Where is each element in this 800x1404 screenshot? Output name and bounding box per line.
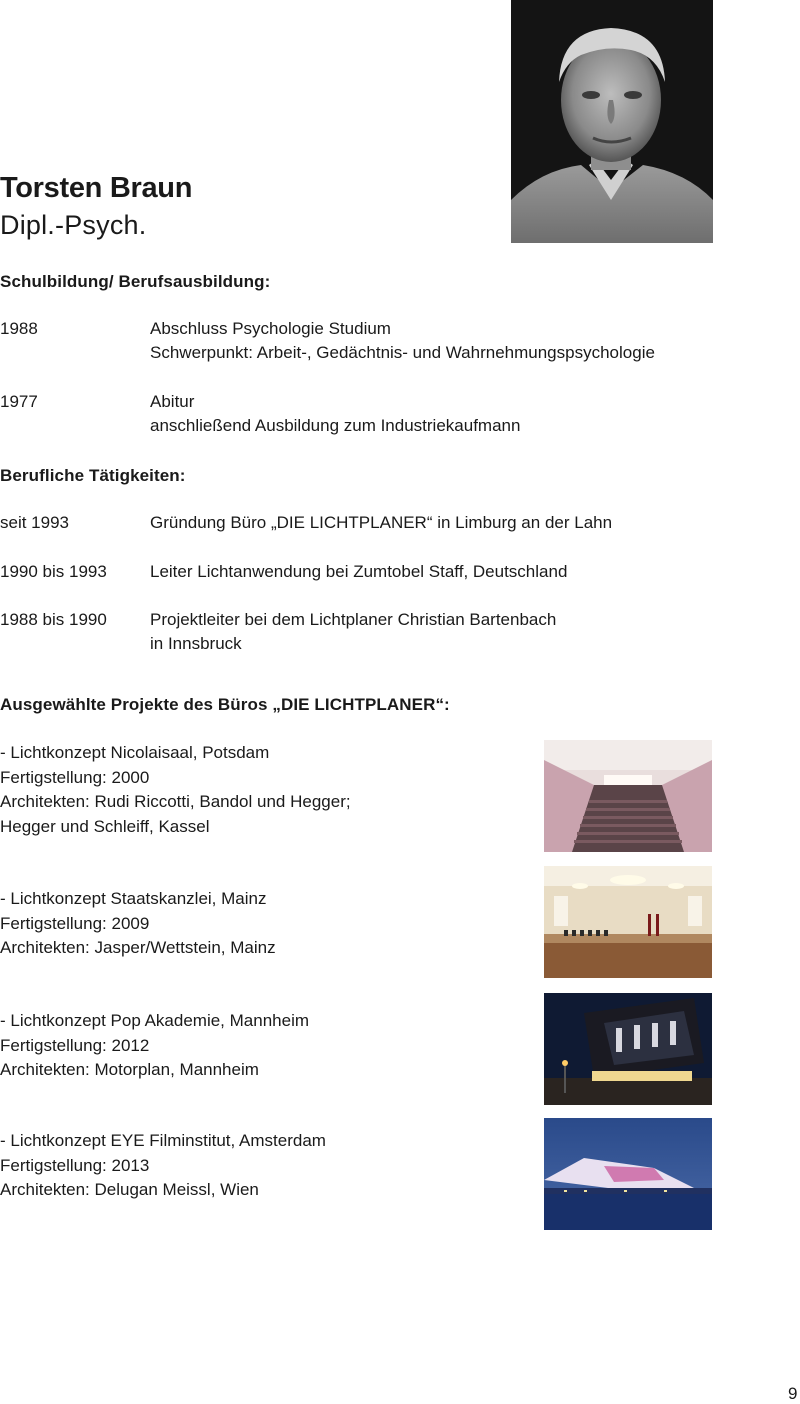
career-heading: Berufliche Tätigkeiten: [0,466,186,485]
education-heading: Schulbildung/ Berufsausbildung: [0,272,271,291]
project-line: - Lichtkonzept Staatskanzlei, Mainz [0,889,267,908]
career-details [150,560,567,584]
career-details [150,511,612,535]
project-line: - Lichtkonzept Nicolaisaal, Potsdam [0,743,270,762]
career-year: seit 1993 [0,513,69,532]
career-line: Leiter Lichtanwendung bei Zumtobel Staff, Deutschland [150,562,568,581]
project-line: Fertigstellung: 2012 [0,1035,150,1055]
project-line: Fertigstellung: 2013 [0,1155,150,1175]
project-line: Hegger und Schleiff, Kassel [0,816,210,836]
career-year: 1990 bis 1993 [0,562,107,581]
project-item [0,887,276,961]
state-chancellery-hall-photo [544,866,712,978]
education-year: 1977 [0,392,38,411]
project-line: Fertigstellung: 2009 [0,913,150,933]
page-number: 9 [788,1384,798,1403]
career-line: in Innsbruck [150,634,242,653]
education-line: Abschluss Psychologie Studium [150,319,391,338]
education-line: Schwerpunkt: Arbeit-, Gedächtnis- und Wahrnehmungspsychologie [150,343,655,362]
eye-film-institute-photo [544,1118,712,1230]
career-year: 1988 bis 1990 [0,610,107,629]
project-line: - Lichtkonzept EYE Filminstitut, Amsterdam [0,1131,326,1150]
project-item [0,1129,326,1203]
education-details [150,317,655,365]
projects-heading: Ausgewählte Projekte des Büros „DIE LICHTPLANER“: [0,695,450,714]
person-name: Torsten Braun [0,172,193,204]
project-line: Architekten: Jasper/Wettstein, Mainz [0,938,276,957]
pop-academy-night-photo [544,993,712,1105]
project-line: Architekten: Rudi Riccotti, Bandol und Hegger; [0,792,351,811]
education-line: Abitur [150,392,195,411]
project-line: Architekten: Motorplan, Mannheim [0,1060,259,1079]
project-line: Architekten: Delugan Meissl, Wien [0,1180,259,1199]
education-details [150,390,520,438]
portrait-photo [511,0,713,243]
career-details [150,608,556,656]
education-line: anschließend Ausbildung zum Industriekaufmann [150,416,521,435]
project-item [0,741,351,839]
career-line: Projektleiter bei dem Lichtplaner Christian Bartenbach [150,610,557,629]
person-degree: Dipl.-Psych. [0,210,147,240]
project-line: Fertigstellung: 2000 [0,767,150,787]
career-line: Gründung Büro „DIE LICHTPLANER“ in Limburg an der Lahn [150,513,613,532]
education-year: 1988 [0,319,38,338]
project-line: - Lichtkonzept Pop Akademie, Mannheim [0,1011,310,1030]
project-item [0,1009,309,1083]
concert-hall-photo [544,740,712,852]
